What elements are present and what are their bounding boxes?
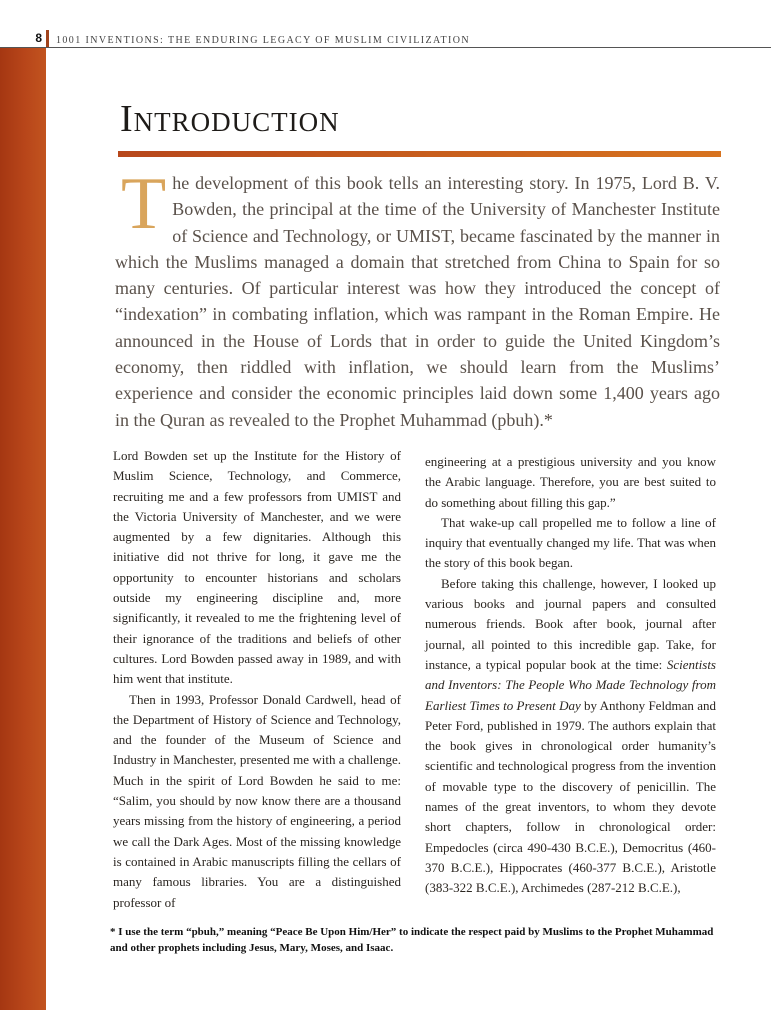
running-head: 1001 INVENTIONS: THE ENDURING LEGACY OF MUSLIM CIVILIZATION (56, 35, 470, 46)
chapter-title: Introduction (120, 98, 340, 140)
right-paragraph-1: engineering at a prestigious university and you know the Arabic language. Therefore, you are best suited to do something about filling this gap.” (425, 454, 716, 510)
left-column (113, 446, 401, 913)
running-head-divider (46, 30, 49, 47)
footnote-rule (113, 922, 716, 923)
header-rule (0, 47, 771, 48)
right-paragraph-3-start: Before taking this challenge, however, I looked up various books and journal papers and consulted numerous friends. Book after book, journal after journal, all pointed to this incredible gap. Take, for instance, a typical popular book at the time: (425, 575, 716, 672)
left-paragraph-1: Lord Bowden set up the Institute for the History of Muslim Science, Technology, and Commerce, recruiting me and a few professors from UMIST and the Victoria University of Manchester, and we were augmented by a few dignitaries. Although this initiative did not thrive for long, it gave me the opportunity to encounter historians and scholars outside my engineering discipline and, more significantly, it revealed to me the frightening level of their ignorance of the traditions and beliefs of other cultures. Lord Bowden passed away in 1989, and with him went that institute. (113, 448, 401, 687)
right-paragraph-2: That wake-up call propelled me to follow a line of inquiry that eventually changed my life. That was when the story of this book began. (425, 514, 716, 571)
intro-paragraph (115, 163, 720, 433)
right-column (425, 452, 716, 899)
right-paragraph-3 (425, 574, 716, 899)
decorative-side-band (0, 48, 46, 1010)
left-paragraph-2: Then in 1993, Professor Donald Cardwell, head of the Department of History of Science and Technology, and the founder of the Museum of Science and Industry in Manchester, presented me with a challenge. Much in the spirit of Lord Bowden he said to me: “Salim, you should by now know there are a thousand years missing from the history of engineering, a period we call the Dark Ages. Most of the missing knowledge is contained in Arabic manuscripts filling the cellars of many famous libraries. You are a distinguished professor of (113, 691, 401, 910)
book-title: Scientists and Inventors: The People Who Made Technology from Earliest Times to Present Day (425, 656, 716, 713)
column-gap (412, 450, 413, 920)
footnote: * I use the term “pbuh,” meaning “Peace Be Upon Him/Her” to indicate the respect paid by Muslims to the Prophet Muhammad and other prophets including Jesus, Mary, Moses, and Isaac. (110, 926, 714, 954)
intro-text: he development of this book tells an interesting story. In 1975, Lord B. V. Bowden, the principal at the time of the University of Manchester Institute of Science and Technology, or UMIST, became fascinated by the manner in which the Muslims managed a domain that stretched from China to Spain for so many centuries. Of particular interest was how they introduced the concept of “indexation” in combating inflation, which was rampant in the Roman Empire. He announced in the House of Lords that in order to guide the United Kingdom’s economy, then riddled with inflation, we should learn from the Muslims’ experience and consider the economic principles laid down some 1,400 years ago in the Quran as revealed to the Prophet Muhammad (pbuh).* (115, 173, 720, 430)
drop-cap: T (121, 163, 167, 245)
title-rule (118, 151, 721, 157)
page-number: 8 (0, 30, 46, 47)
right-paragraph-3-end: by Anthony Feldman and Peter Ford, published in 1979. The authors explain that the book gives in chronological order humanity’s scientific and technological progress from the invention of movable type to the discovery of penicillin. The names of the great inventors, to whom they devote short chapters, follow in chronological order: Empedocles (circa 490-430 B.C.E.), Democritus (460-370 B.C.E.), Hippocrates (460-377 B.C.E.), Aristotle (383-322 B.C.E.), Archimedes (287-212 B.C.E.), (425, 697, 717, 896)
